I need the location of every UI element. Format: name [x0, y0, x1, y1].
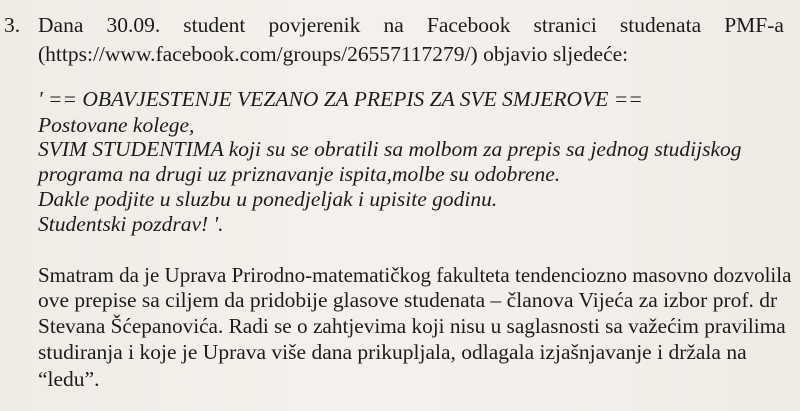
word: stranici	[533, 13, 597, 37]
quote-line: programa na drugi uz priznavanje ispita,molbe su odobrene.	[38, 162, 561, 186]
quote-line: Postovane kolege,	[38, 113, 195, 137]
word: Dana	[38, 13, 84, 37]
item-line-1	[38, 13, 784, 37]
body-line: Stevana Šćepanovića. Radi se o zahtjevima koji nisu u saglasnosti sa važećim pravilima	[38, 314, 786, 338]
word: povjerenik	[268, 13, 361, 37]
word: na	[383, 13, 404, 37]
item-number: 3.	[4, 13, 21, 37]
word: 30.09.	[106, 13, 161, 37]
word: studenata	[619, 13, 702, 37]
word: Facebook	[426, 13, 511, 37]
quote-line: Dakle podjite u sluzbu u ponedjeljak i upisite godinu.	[38, 187, 498, 211]
word: PMF-a	[724, 13, 784, 37]
word: student	[183, 13, 246, 37]
body-line: “ledu”.	[38, 367, 100, 391]
item-line-2: (https://www.facebook.com/groups/26557117279/) objavio sljedeće:	[38, 42, 629, 66]
quote-line: ' == OBAVJESTENJE VEZANO ZA PREPIS ZA SVE SMJEROVE ==	[38, 87, 643, 111]
quote-line: SVIM STUDENTIMA koji su se obratili sa molbom za prepis sa jednog studijskog	[38, 137, 742, 161]
body-line: ove prepise sa ciljem da pridobije glasove studenata – članova Vijeća za izbor prof. dr	[38, 288, 778, 312]
quote-line: Studentski pozdrav! '.	[38, 212, 224, 236]
body-line: Smatram da je Uprava Prirodno-matematičkog fakulteta tendenciozno masovno dozvolila	[38, 263, 792, 287]
body-line: studiranja i koje je Uprava više dana prikupljala, odlagala izjašnjavanje i držala na	[38, 340, 747, 364]
